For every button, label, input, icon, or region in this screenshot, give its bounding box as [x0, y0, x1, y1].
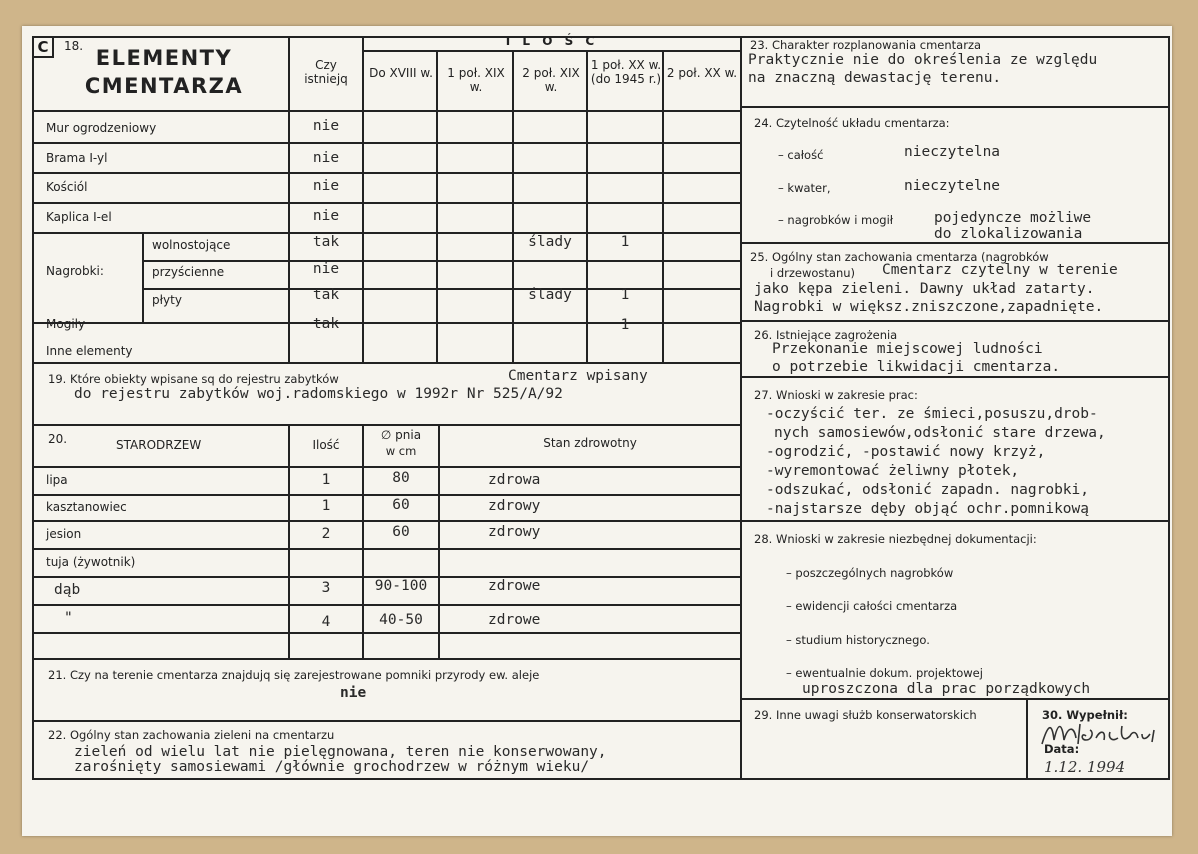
s18-czy-value: nie	[312, 118, 340, 134]
s26-line2: o potrzebie likwidacji cmentarza.	[772, 359, 1061, 375]
s23-line2: na znaczną dewastację terenu.	[748, 70, 1002, 86]
s28-typed: uproszczona dla prac porządkowych	[802, 681, 1091, 697]
s20-tree-count: 2	[321, 526, 331, 542]
s22-line2: zarośnięty samosiewami /głównie grochodrzew w różnym wieku/	[74, 759, 590, 775]
s20-row-line	[32, 604, 740, 606]
s20-tree-name: dąb	[54, 582, 81, 598]
s18-row-sublabel: przyścienne	[152, 265, 225, 279]
s25-line1: Cmentarz czytelny w terenie	[882, 262, 1118, 278]
s18-col-ilosc: I L O Ś C	[505, 34, 599, 48]
s20-tree-state: zdrowe	[488, 612, 541, 628]
s18-col-p2-left	[436, 50, 438, 362]
s27-line: -odszukać, odsłonić zapadn. nagrobki,	[766, 482, 1090, 498]
s18-row-sublabel: wolnostojące	[152, 238, 231, 252]
s22-label: 22. Ogólny stan zachowania zieleni na cmentarzu	[48, 728, 335, 742]
s18-nagrobki-divider	[142, 232, 144, 322]
s25-label-2: i drzewostanu)	[770, 266, 856, 280]
s28-label: 28. Wnioski w zakresie niezbędnej dokumentacji:	[754, 532, 1037, 546]
s18-col-p1-left	[362, 36, 364, 362]
s24-item-label: – nagrobków i mogił	[778, 213, 894, 227]
s20-col-name: STARODRZEW	[116, 438, 202, 452]
s28-item: – poszczególnych nagrobków	[786, 566, 954, 580]
s20-col-state-left	[438, 424, 440, 658]
frame-right	[1168, 36, 1170, 780]
s18-ilosc-bottom	[362, 50, 740, 52]
s20-tree-state: zdrowe	[488, 578, 541, 594]
s23-bottom	[740, 106, 1170, 108]
middle-divider	[740, 36, 742, 780]
s28-item: – ewidencji całości cmentarza	[786, 599, 958, 613]
s18-czy-value: tak	[312, 287, 340, 303]
s20-tree-name: kasztanowiec	[46, 500, 127, 514]
s24-item-value: pojedyncze możliwe	[934, 210, 1092, 226]
s19-line2: do rejestru zabytków woj.radomskiego w 1992r Nr 525/A/92	[74, 386, 563, 402]
s18-row-label: Nagrobki:	[46, 264, 104, 278]
s28-bottom	[740, 698, 1170, 700]
s18-col-period-2: 1 poł. XIX w.	[447, 66, 505, 94]
s18-col-period-4: 1 poł. XX w. (do 1945 r.)	[590, 58, 662, 86]
s20-col-state: Stan zdrowotny	[543, 436, 637, 450]
s20-row-line	[32, 548, 740, 550]
record-card	[22, 26, 1172, 836]
s20-bottom	[32, 658, 740, 660]
s27-line: -najstarsze dęby objąć ochr.pomnikową	[766, 501, 1090, 517]
s20-col-diam-1: ∅ pnia	[380, 428, 422, 442]
s20-tree-name: tuja (żywotnik)	[46, 555, 136, 569]
s20-col-count: Ilość	[312, 438, 340, 452]
s18-title-line2: CMENTARZA	[84, 74, 244, 98]
s27-line: -wyremontować żeliwny płotek,	[766, 463, 1020, 479]
s18-czy-value: nie	[312, 208, 340, 224]
s18-header-bottom	[32, 110, 740, 112]
frame-left	[32, 36, 34, 780]
s20-tree-diam: 60	[392, 524, 410, 540]
s30-label: 30. Wypełnił:	[1042, 708, 1128, 722]
s20-tree-state: zdrowy	[488, 498, 541, 514]
s20-tree-count: 4	[321, 614, 331, 630]
s27-label: 27. Wnioski w zakresie prac:	[754, 388, 918, 402]
section-c-box: C	[32, 36, 54, 58]
s18-number: 18.	[64, 39, 84, 53]
s18-czy-value: nie	[312, 261, 340, 277]
s20-tree-count: 1	[321, 498, 331, 514]
s18-bottom	[32, 362, 740, 364]
s27-line: -oczyścić ter. ze śmieci,posuszu,drob-	[766, 406, 1098, 422]
s18-col-period-1: Do XVIII w.	[369, 66, 433, 80]
s19-label: 19. Które obiekty wpisane sq do rejestru zabytków	[48, 372, 339, 386]
s18-czy-value: tak	[312, 316, 340, 332]
s18-row-line	[142, 260, 740, 262]
s27-bottom	[740, 520, 1170, 522]
s27-line: -ogrodzić, -postawić nowy krzyż,	[766, 444, 1046, 460]
s20-tree-state: zdrowa	[488, 472, 541, 488]
s20-tree-count: 3	[321, 580, 331, 596]
s20-tree-name: "	[64, 610, 73, 626]
s27-line: nych samosiewów,odsłonić stare drzewa,	[774, 425, 1106, 441]
s20-row-line	[32, 520, 740, 522]
s18-czy-value: tak	[312, 234, 340, 250]
s18-period-value: ślady	[528, 287, 572, 303]
s24-item-label: – kwater,	[778, 181, 831, 195]
s18-period-value: 1	[620, 287, 630, 303]
s20-col-diam-2: w cm	[385, 444, 417, 458]
s18-row-label: Mur ogrodzeniowy	[46, 121, 157, 135]
s26-bottom	[740, 376, 1170, 378]
s19-bottom	[32, 424, 740, 426]
s18-row-label: Brama I-yl	[46, 151, 108, 165]
s30-left	[1026, 698, 1028, 780]
s24-item-label: – całość	[778, 148, 824, 162]
s18-row-sublabel: płyty	[152, 293, 182, 307]
s18-period-value: 1	[620, 234, 630, 250]
s18-period-value: ślady	[528, 234, 572, 250]
s24-bottom	[740, 242, 1170, 244]
s18-period-value: 1	[620, 317, 630, 333]
s18-row-line	[32, 142, 740, 144]
s20-tree-diam: 40-50	[379, 612, 423, 628]
s20-number: 20.	[48, 432, 68, 446]
s18-col-period-3: 2 poł. XIX w.	[522, 66, 580, 94]
s18-row-label: Mogiły	[46, 317, 86, 331]
s18-col-p3-left	[512, 50, 514, 362]
s18-row-line	[32, 202, 740, 204]
s18-row-label: Kaplica I-el	[46, 210, 112, 224]
s30-date-value: 1.12. 1994	[1044, 758, 1126, 776]
s18-col-czy: Czy istniejq	[304, 58, 348, 86]
s20-tree-name: jesion	[46, 527, 82, 541]
s18-row-label: Kościól	[46, 180, 88, 194]
s29-label: 29. Inne uwagi służb konserwatorskich	[754, 708, 977, 722]
s18-col-p5-left	[662, 50, 664, 362]
s24-label: 24. Czytelność układu cmentarza:	[754, 116, 950, 130]
s20-row-line	[32, 494, 740, 496]
s20-tree-count: 1	[321, 472, 331, 488]
s20-header-bottom	[32, 466, 740, 468]
s26-label: 26. Istniejące zagrożenia	[754, 328, 898, 342]
s21-label: 21. Czy na terenie cmentarza znajdujq się zarejestrowane pomniki przyrody ew. aleje	[48, 668, 540, 682]
s18-col-czy-left	[288, 36, 290, 362]
s21-bottom	[32, 720, 740, 722]
s18-col-period-5: 2 poł. XX w.	[666, 66, 738, 80]
s18-czy-value: nie	[312, 178, 340, 194]
s20-row-line	[32, 632, 740, 634]
s23-line1: Praktycznie nie do określenia ze względu	[748, 52, 1098, 68]
s28-item: – ewentualnie dokum. projektowej	[786, 666, 983, 680]
s24-item-value: nieczytelne	[904, 178, 1001, 194]
s23-label: 23. Charakter rozplanowania cmentarza	[750, 38, 982, 52]
s22-line1: zieleń od wielu lat nie pielęgnowana, teren nie konserwowany,	[74, 744, 607, 760]
s20-tree-state: zdrowy	[488, 524, 541, 540]
s19-line1: Cmentarz wpisany	[508, 368, 648, 384]
s20-tree-diam: 80	[392, 470, 410, 486]
s28-item: – studium historycznego.	[786, 633, 930, 647]
s30-date-label: Data:	[1044, 742, 1080, 756]
s18-col-p4-left	[586, 50, 588, 362]
s24-value-cont: do zlokalizowania	[934, 226, 1083, 240]
frame-bottom	[32, 778, 1170, 780]
s20-tree-name: lipa	[46, 473, 68, 487]
s26-line1: Przekonanie miejscowej ludności	[772, 341, 1043, 357]
s25-bottom	[740, 320, 1170, 322]
s20-tree-diam: 90-100	[374, 578, 428, 594]
s18-row-line	[32, 172, 740, 174]
s20-tree-diam: 60	[392, 497, 410, 513]
s24-value-clip	[934, 226, 1154, 240]
s18-title-line1: ELEMENTY	[95, 46, 233, 70]
s18-czy-value: nie	[312, 150, 340, 166]
s24-item-value: nieczytelna	[904, 144, 1001, 160]
s25-line3: Nagrobki w większ.zniszczone,zapadnięte.	[754, 299, 1104, 315]
s25-line2: jako kępa zieleni. Dawny układ zatarty.	[754, 281, 1095, 297]
s21-answer: nie	[340, 685, 367, 701]
s25-label-1: 25. Ogólny stan zachowania cmentarza (nagrobków	[750, 250, 1049, 264]
s18-row-label: Inne elementy	[46, 344, 133, 358]
